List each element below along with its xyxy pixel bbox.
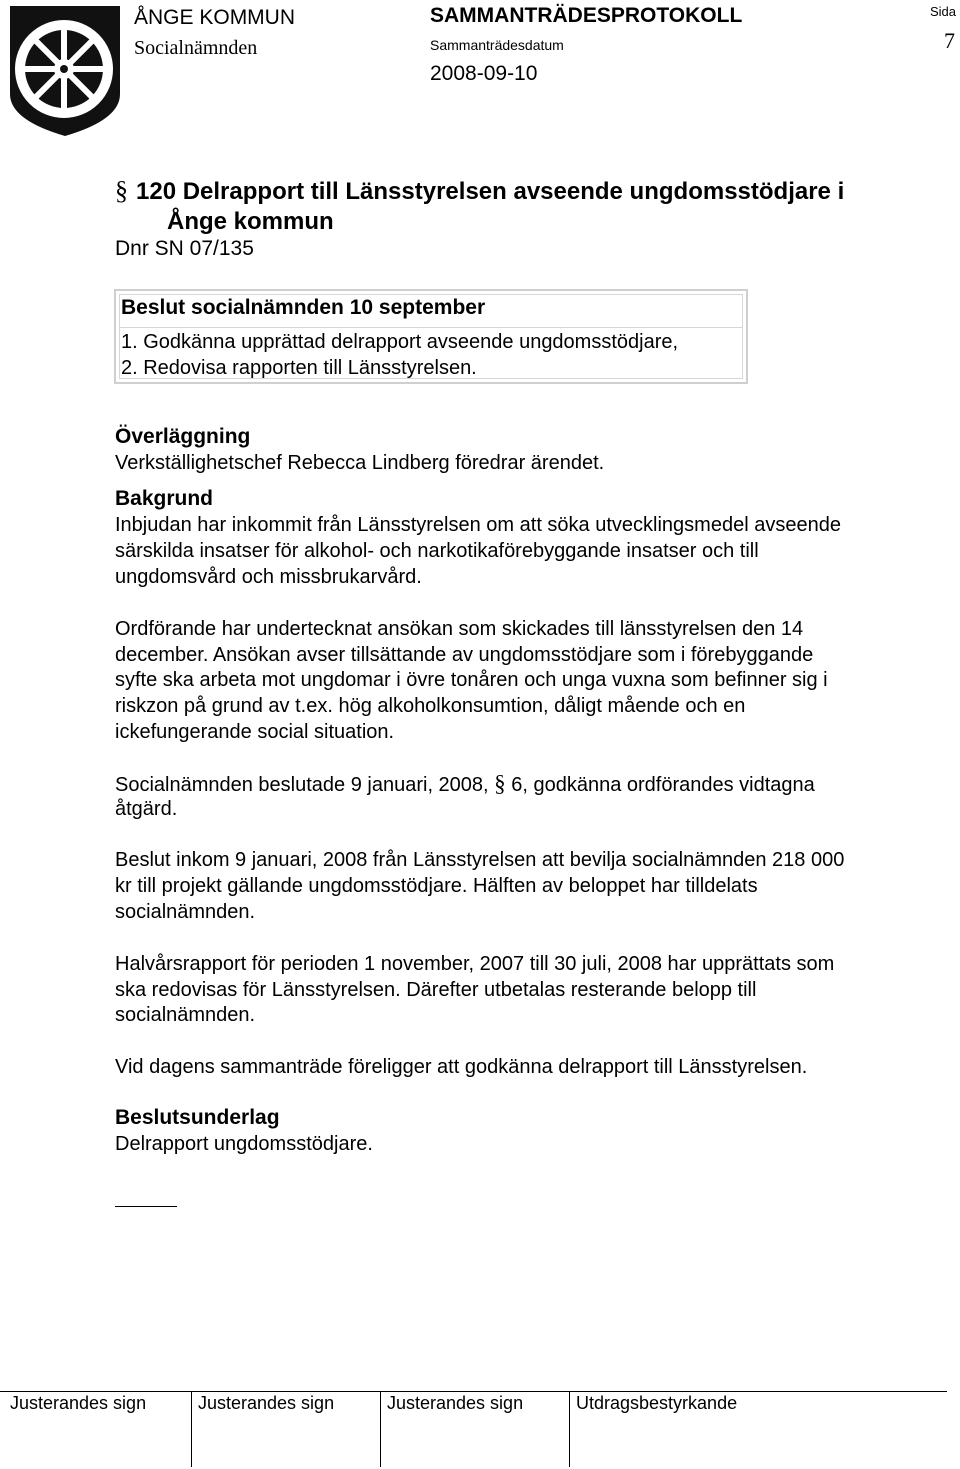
footer-divider-2 [380,1391,381,1467]
background-p1-line2: särskilda insatser för alkohol- och narkotikaförebyggande insatser och till [115,540,759,562]
decision-item-1: 1. Godkänna upprättad delrapport avseende ungdomsstödjare, [121,331,679,353]
decision-item-2: 2. Redovisa rapporten till Länsstyrelsen. [121,357,477,379]
background-p4-line3: socialnämnden. [115,901,256,923]
case-number: Dnr SN 07/135 [115,237,254,260]
meeting-date-label: Sammanträdesdatum [430,37,564,53]
footer-divider-3 [569,1391,570,1467]
footer-sign-3: Justerandes sign [387,1393,524,1413]
section-symbol: § [115,176,128,205]
p3-section-symbol: § [494,771,506,796]
background-p2-line2: december. Ansökan avser tillsättande av ungdomsstödjare som i förebyggande [115,644,814,666]
background-p2-line5: ickefungerande social situation. [115,721,395,743]
background-p4-line2: kr till projekt gällande ungdomsstödjare. Hälften av beloppet har tilldelats [115,875,758,897]
deliberation-text: Verkställighetschef Rebecca Lindberg föredrar ärendet. [115,452,605,474]
decision-heading: Beslut socialnämnden 10 september [121,296,486,319]
background-p5-line1: Halvårsrapport för perioden 1 november, 2007 till 30 juli, 2008 har upprättats som [115,953,835,975]
basis-text: Delrapport ungdomsstödjare. [115,1133,373,1155]
p3-text-before: Socialnämnden beslutade 9 januari, 2008, [115,774,495,796]
basis-heading: Beslutsunderlag [115,1106,280,1129]
municipal-logo-icon [6,2,124,138]
deliberation-heading: Överläggning [115,425,251,448]
department-name: Socialnämnden [134,37,258,59]
decision-divider [120,327,742,328]
page-number: 7 [944,28,955,53]
section-title-line1: 120 Delrapport till Länsstyrelsen avseende ungdomsstödjare i [136,178,845,205]
background-p1-line3: ungdomsvård och missbrukarvård. [115,566,422,588]
meeting-date: 2008-09-10 [430,62,538,85]
footer-sign-1: Justerandes sign [10,1393,147,1413]
municipality-name: ÅNGE KOMMUN [134,6,296,29]
background-p6: Vid dagens sammanträde föreligger att godkänna delrapport till Länsstyrelsen. [115,1056,808,1078]
section-title-line2: Ånge kommun [167,208,334,235]
footer-rule [0,1391,947,1392]
footer-divider-1 [191,1391,192,1467]
background-p2-line4: riskzon på grund av t.ex. hög alkoholkonsumtion, dåligt mående och en [115,695,746,717]
background-p1-line1: Inbjudan har inkommit från Länsstyrelsen om att söka utvecklingsmedel avseende [115,514,841,536]
section-title [115,176,935,237]
background-p2-line1: Ordförande har undertecknat ansökan som skickades till länsstyrelsen den 14 [115,618,804,640]
background-p5-line2: ska redovisas för Länsstyrelsen. Därefter utbetalas resterande belopp till [115,979,757,1001]
background-p3-line2: åtgärd. [115,798,178,820]
footer-sign-2: Justerandes sign [198,1393,335,1413]
p3-text-after: 6, godkänna ordförandes vidtagna [505,774,815,796]
background-heading: Bakgrund [115,487,214,510]
background-p4-line1: Beslut inkom 9 januari, 2008 från Länsstyrelsen att bevilja socialnämnden 218 000 [115,849,845,871]
end-rule [115,1206,177,1207]
background-p2-line3: syfte ska arbeta mot ungdomar i övre tonåren och unga vuxna som befinner sig i [115,669,828,691]
background-p3-line1 [115,771,815,799]
footer-certification: Utdragsbestyrkande [576,1393,738,1413]
page-label: Sida [930,4,957,19]
document-type: SAMMANTRÄDESPROTOKOLL [430,4,743,27]
background-p5-line3: socialnämnden. [115,1004,256,1026]
